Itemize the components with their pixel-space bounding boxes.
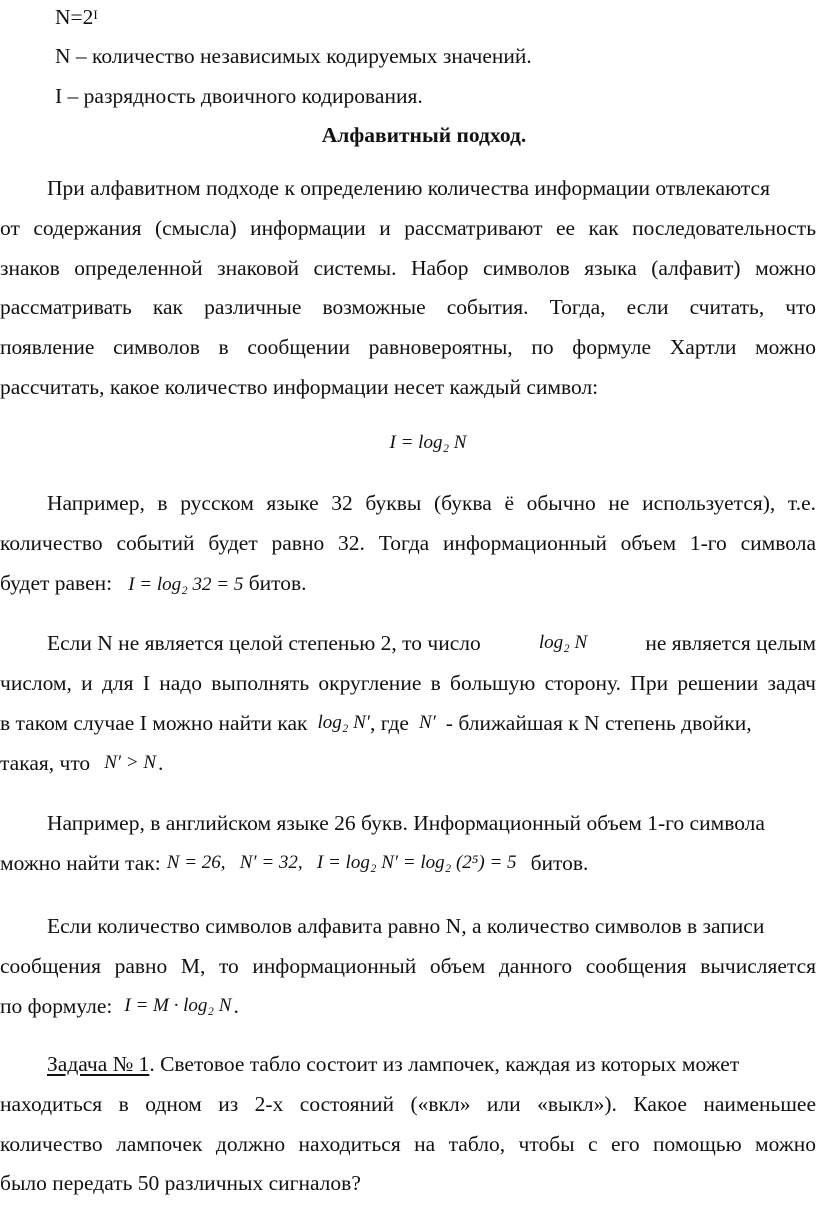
text-span: . xyxy=(158,751,164,775)
paragraph-line: от содержания (смысла) информации и рассматривают ее как последовательность xyxy=(0,216,816,240)
paragraph-line: знаков определенной знаковой системы. Набор символов языка (алфавит) можно xyxy=(0,256,816,280)
formula-text: N=2 xyxy=(55,5,94,29)
task-label: Задача № 1 xyxy=(47,1052,150,1076)
text-span: не является целым xyxy=(645,631,816,655)
text-span: - ближайшая к N степень двойки, xyxy=(445,711,752,735)
definition-i: I – разрядность двоичного кодирования. xyxy=(55,84,423,108)
text-span: Если N не является целой степенью 2, то число xyxy=(47,631,481,655)
inline-formula: I = log₂ 32 = 5 xyxy=(128,574,244,595)
paragraph-line: числом, и для I надо выполнять округление в большую сторону. При решении задач xyxy=(0,671,816,695)
task-line xyxy=(47,1049,816,1079)
paragraph-line: При алфавитном подходе к определению количества информации отвлекаются xyxy=(47,176,770,200)
paragraph-line xyxy=(0,848,816,878)
text-span: по формуле: xyxy=(0,994,113,1018)
paragraph-line: количество событий будет равно 32. Тогда информационный объем 1-го символа xyxy=(0,531,816,555)
text-span: . xyxy=(233,994,239,1018)
task-line: количество лампочек должно находиться на табло, чтобы с его помощью можно xyxy=(0,1132,816,1156)
formula-n-equals-2-pow-i xyxy=(55,2,98,32)
text-span: такая, что xyxy=(0,751,91,775)
paragraph-line xyxy=(0,748,816,778)
paragraph-line: Если количество символов алфавита равно N, а количество символов в записи xyxy=(47,914,765,938)
text-span: . Световое табло состоит из лампочек, каждая из которых может xyxy=(149,1052,740,1076)
task-line: находиться в одном из 2-х состояний («вкл» или «выкл»). Какое наименьшее xyxy=(0,1092,816,1116)
inline-formula: N = 26, N′ = 32, I = log₂ N′ = log₂ (2⁵) = 5 xyxy=(166,852,517,873)
inline-formula: log₂ N′ xyxy=(317,712,370,733)
paragraph-line: Например, в русском языке 32 буквы (буква ё обычно не используется), т.е. xyxy=(47,491,816,515)
inline-formula: I = M · log₂ N xyxy=(124,995,232,1016)
section-heading: Алфавитный подход. xyxy=(321,123,527,147)
text-span: будет равен: xyxy=(0,571,113,595)
paragraph-line: рассчитать, какое количество информации несет каждый символ: xyxy=(0,375,599,399)
paragraph-line xyxy=(0,991,816,1021)
task-line: было передать 50 различных сигналов? xyxy=(0,1171,361,1195)
paragraph-line: появление символов в сообщении равновероятны, по формуле Хартли можно xyxy=(0,335,816,359)
paragraph-line: рассматривать как различные возможные события. Тогда, если считать, что xyxy=(0,295,816,319)
inline-formula: N′ xyxy=(418,712,436,733)
paragraph-line xyxy=(47,628,816,658)
formula-superscript: I xyxy=(93,7,98,22)
hartley-formula: I = log₂ N xyxy=(389,432,467,453)
text-span: битов. xyxy=(248,571,307,595)
definition-n: N – количество независимых кодируемых значений. xyxy=(55,44,532,68)
text-span: , где xyxy=(369,711,409,735)
paragraph-line: Например, в английском языке 26 букв. Информационный объем 1-го символа xyxy=(47,811,765,835)
text-span: битов. xyxy=(530,851,589,875)
inline-formula: log₂ N xyxy=(538,632,588,653)
paragraph-line xyxy=(0,568,816,600)
text-span: в таком случае I можно найти как xyxy=(0,711,308,735)
inline-formula: N′ > N xyxy=(104,752,157,773)
text-span: можно найти так: xyxy=(0,851,161,875)
paragraph-line xyxy=(0,708,816,738)
paragraph-line: сообщения равно M, то информационный объем данного сообщения вычисляется xyxy=(0,954,816,978)
